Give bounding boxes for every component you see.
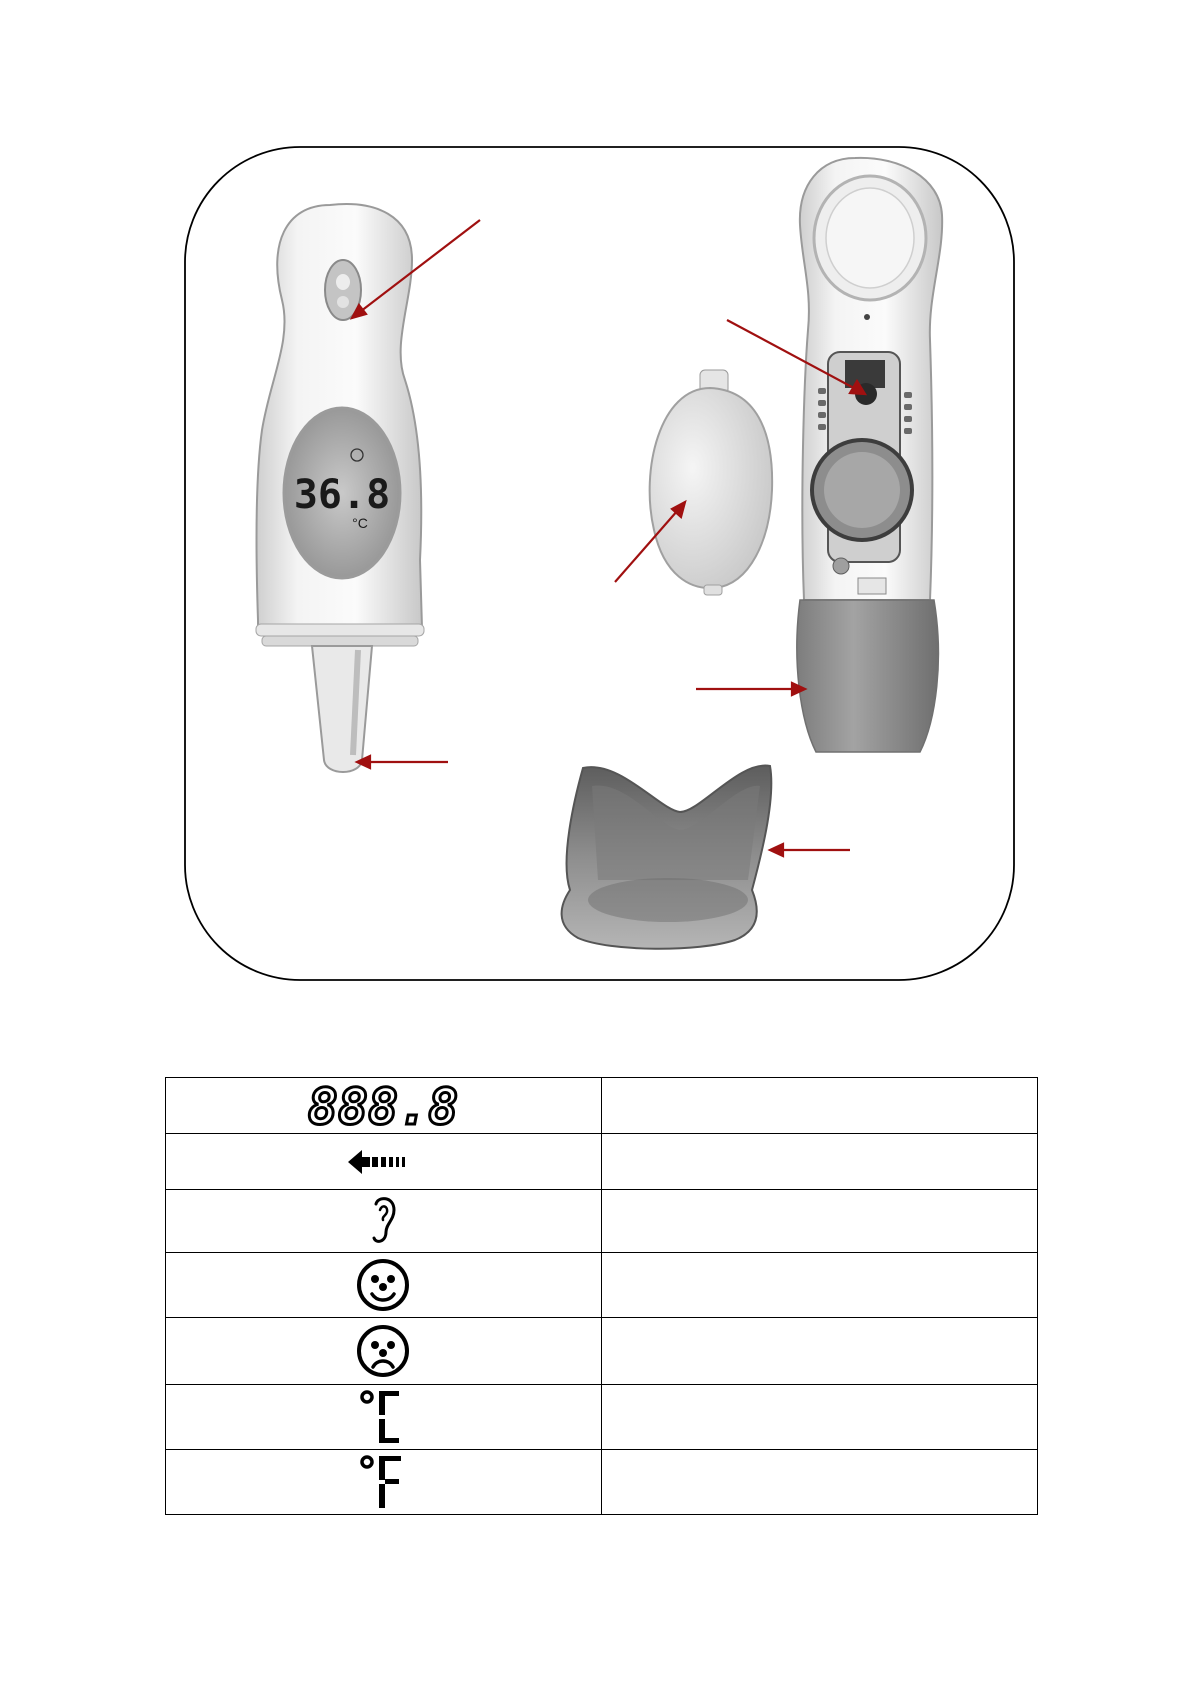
pointer-arrows bbox=[352, 220, 865, 856]
smiley-face-icon bbox=[355, 1257, 411, 1313]
description-cell bbox=[601, 1385, 1037, 1450]
table-row bbox=[166, 1385, 1038, 1450]
ear-icon bbox=[366, 1194, 400, 1248]
probe-tip bbox=[312, 646, 372, 772]
table-row bbox=[166, 1078, 1038, 1134]
lcd-reading: 36.8 bbox=[293, 472, 391, 518]
svg-text:888.8: 888.8 bbox=[308, 1077, 459, 1136]
protective-cap bbox=[562, 766, 772, 949]
table-row bbox=[166, 1190, 1038, 1253]
sad-face-icon bbox=[355, 1323, 411, 1379]
symbol-cell bbox=[166, 1385, 602, 1450]
symbol-legend-table bbox=[165, 1077, 1038, 1515]
description-cell bbox=[601, 1253, 1037, 1318]
symbol-cell bbox=[166, 1190, 602, 1253]
symbol-cell bbox=[166, 1253, 602, 1318]
table-row bbox=[166, 1253, 1038, 1318]
description-cell bbox=[601, 1078, 1037, 1134]
battery-cover bbox=[650, 370, 773, 595]
table-row bbox=[166, 1450, 1038, 1515]
arrow-left-icon bbox=[348, 1148, 418, 1176]
description-cell bbox=[601, 1450, 1037, 1515]
description-cell bbox=[601, 1318, 1037, 1385]
description-cell bbox=[601, 1134, 1037, 1190]
symbol-cell bbox=[166, 1318, 602, 1385]
description-cell bbox=[601, 1190, 1037, 1253]
fahrenheit-icon bbox=[358, 1452, 408, 1512]
symbol-cell bbox=[166, 1134, 602, 1190]
celsius-icon bbox=[358, 1387, 408, 1447]
table-row bbox=[166, 1318, 1038, 1385]
symbol-cell bbox=[166, 1450, 602, 1515]
thermometer-front bbox=[256, 204, 424, 772]
lcd-unit: °C bbox=[352, 515, 368, 531]
thermometer-back bbox=[797, 158, 942, 752]
symbol-cell bbox=[166, 1078, 602, 1134]
grip-sleeve bbox=[797, 600, 939, 752]
table-row bbox=[166, 1134, 1038, 1190]
lcd-digits-icon bbox=[308, 1077, 459, 1136]
